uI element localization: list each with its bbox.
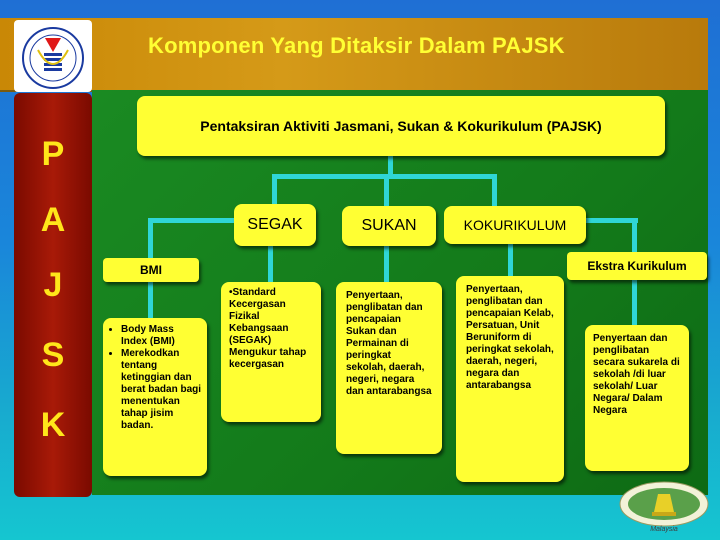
bmi-detail [103, 318, 207, 476]
bmi-node [103, 258, 199, 282]
connector-line [632, 218, 637, 252]
side-letter: J [43, 266, 63, 304]
ekstra-node-label: Ekstra Kurikulum [587, 259, 687, 273]
connector-line [268, 246, 273, 284]
segak-detail [221, 282, 321, 422]
connector-line [632, 280, 637, 326]
list-item: • Body Mass Index (BMI) [121, 324, 201, 348]
list-item: • Merekodkan tentang ketinggian dan berat badan bagi menentukan tahap jisim badan. [121, 348, 201, 432]
sukan-node [342, 206, 436, 246]
sukan-node-label: SUKAN [361, 217, 417, 234]
connector-line [492, 174, 497, 206]
root-node-label: Pentaksiran Aktiviti Jasmani, Sukan & Kokurikulum (PAJSK) [200, 118, 602, 134]
bmi-detail-list [109, 324, 201, 432]
sukan-detail [336, 282, 442, 454]
jpn-badge-icon [618, 478, 710, 528]
connector-line [148, 218, 153, 258]
segak-node [234, 204, 316, 246]
kokurikulum-node [444, 206, 586, 244]
badge-caption: Malaysia [650, 526, 678, 533]
connector-line [384, 174, 389, 206]
segak-node-label: SEGAK [247, 216, 303, 233]
kokurikulum-detail [456, 276, 564, 482]
pajsk-side-bar [14, 93, 92, 497]
connector-line [508, 242, 513, 278]
sukan-detail-text: Penyertaan, penglibatan dan pencapaian Sukan dan Permainan di peringkat sekolah, daerah, negeri, negara dan antarabangsa [346, 290, 432, 397]
bmi-node-label: BMI [140, 263, 162, 277]
connector-line [384, 246, 389, 284]
ministry-crest-icon [14, 20, 92, 92]
logo [14, 20, 92, 92]
side-letter: P [41, 135, 65, 173]
segak-detail-text: •Standard Kecergasan Fizikal Kebangsaan (SEGAK) Mengukur tahap kecergasan [229, 287, 307, 370]
side-letter: K [40, 406, 66, 444]
connector-line [148, 282, 153, 322]
kokurikulum-node-label: KOKURIKULUM [463, 217, 567, 233]
connector-line [148, 218, 238, 223]
kokurikulum-detail-text: Penyertaan, penglibatan dan pencapaian Kelab, Persatuan, Unit Beruniform di peringkat sekolah, daerah, negeri, negara dan antarabangsa [466, 284, 554, 391]
side-letter: S [41, 336, 65, 374]
ekstra-node [567, 252, 707, 280]
footer-badge [618, 478, 710, 534]
connector-line [586, 218, 638, 223]
connector-line [272, 174, 277, 206]
ekstra-detail-text: Penyertaan dan penglibatan secara sukarela di sekolah /di luar sekolah/ Luar Negara/ Dalam Negara [593, 333, 680, 416]
slide-title: Komponen Yang Ditaksir Dalam PAJSK [148, 33, 565, 58]
side-letter: A [40, 201, 66, 239]
root-node [137, 96, 665, 156]
ekstra-detail [585, 325, 689, 471]
